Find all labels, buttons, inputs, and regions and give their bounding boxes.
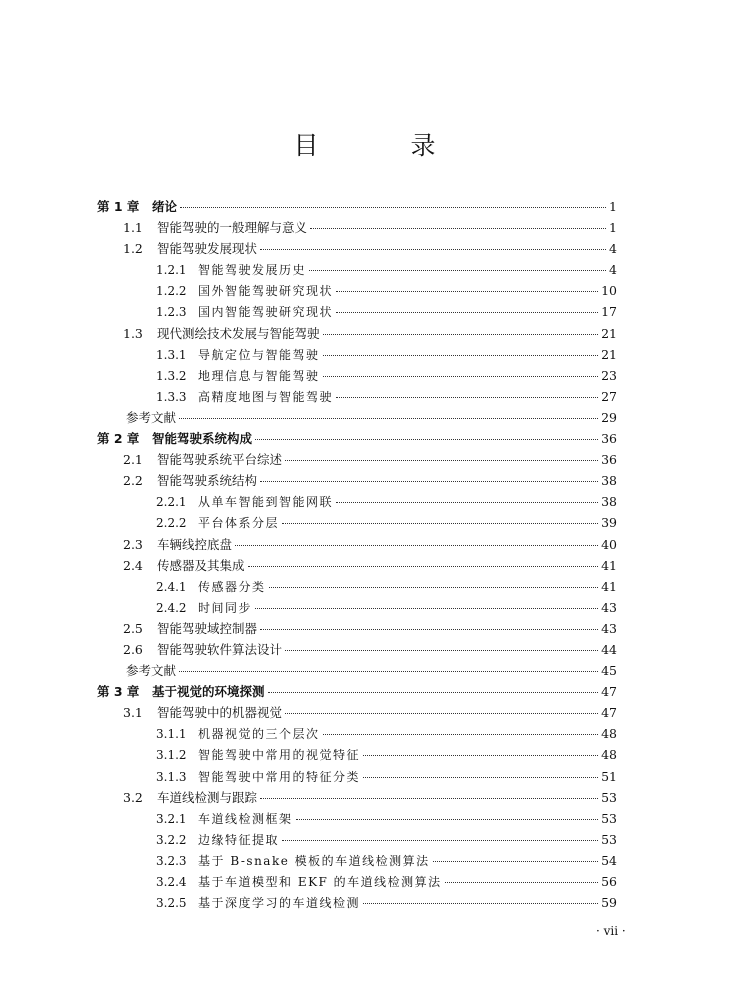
page-number-footer: · vii · (596, 924, 626, 938)
toc-entry[interactable] (97, 534, 617, 555)
dot-leader (179, 671, 598, 672)
dot-leader (235, 545, 598, 546)
toc-entry[interactable] (97, 323, 617, 344)
toc-entry-page: 45 (601, 663, 617, 679)
toc-entry-title: 智能驾驶发展现状 (157, 241, 258, 257)
dot-leader (323, 376, 599, 377)
toc-entry-title: 时间同步 (198, 600, 253, 615)
toc-entry-number: 1.3.2 (156, 368, 187, 383)
toc-entry-number: 第 1 章 (97, 199, 140, 214)
dot-leader (336, 291, 598, 292)
toc-entry-page: 51 (601, 768, 617, 784)
toc-entry-number: 1.2.3 (156, 305, 187, 320)
toc-entry[interactable] (97, 259, 617, 280)
toc-entry-page: 40 (601, 536, 617, 552)
toc-entry-title: 国内智能驾驶研究现状 (198, 305, 334, 320)
toc-entry-page: 27 (601, 388, 617, 404)
toc-entry-number: 3.2 (123, 789, 143, 805)
toc-entry-title: 参考文献 (126, 409, 177, 425)
toc-entry[interactable] (97, 681, 617, 702)
table-of-contents (97, 196, 617, 913)
dot-leader (363, 755, 598, 756)
toc-entry[interactable] (97, 555, 617, 576)
toc-entry-title: 传感器及其集成 (157, 557, 245, 573)
toc-entry-page: 38 (601, 473, 617, 489)
toc-entry-number: 3.2.2 (156, 832, 187, 847)
toc-entry-number: 3.2.1 (156, 811, 187, 826)
toc-entry-page: 4 (609, 241, 617, 257)
toc-entry-page: 48 (601, 726, 617, 742)
toc-entry-title: 国外智能驾驶研究现状 (198, 284, 334, 299)
toc-entry-title: 边缘特征提取 (198, 832, 280, 847)
toc-entry-title: 智能驾驶发展历史 (198, 263, 307, 278)
toc-entry-title: 机器视觉的三个层次 (198, 727, 320, 742)
dot-leader (363, 903, 598, 904)
toc-entry-number: 1.2.2 (156, 284, 187, 299)
dot-leader (363, 777, 598, 778)
toc-entry-title: 基于车道模型和 EKF 的车道线检测算法 (198, 875, 442, 889)
toc-entry-title: 参考文献 (126, 663, 177, 679)
toc-entry[interactable] (97, 787, 617, 808)
toc-entry[interactable] (97, 808, 617, 829)
toc-entry-page: 59 (601, 895, 617, 911)
toc-entry-page: 39 (601, 515, 617, 531)
toc-entry-title: 智能驾驶系统结构 (157, 473, 258, 489)
toc-entry[interactable] (97, 597, 617, 618)
toc-entry[interactable] (97, 850, 617, 871)
dot-leader (433, 861, 598, 862)
toc-entry[interactable] (97, 196, 617, 217)
toc-entry-title: 智能驾驶域控制器 (157, 620, 258, 636)
toc-entry-title: 从单车智能到智能网联 (198, 495, 334, 510)
toc-entry[interactable] (97, 428, 617, 449)
toc-entry-number: 2.5 (123, 620, 143, 636)
toc-entry-page: 10 (601, 283, 617, 299)
toc-entry-title: 基于深度学习的车道线检测 (198, 896, 361, 911)
toc-entry[interactable] (97, 365, 617, 386)
toc-entry[interactable] (97, 766, 617, 787)
toc-entry[interactable] (97, 702, 617, 723)
toc-entry-number: 1.3.1 (156, 347, 187, 362)
toc-entry[interactable] (97, 470, 617, 491)
toc-entry-page: 1 (609, 220, 617, 236)
toc-entry-title: 智能驾驶系统构成 (152, 431, 253, 447)
toc-entry-page: 29 (601, 409, 617, 425)
dot-leader (282, 523, 598, 524)
toc-entry[interactable] (97, 301, 617, 322)
toc-entry-page: 53 (601, 810, 617, 826)
toc-entry[interactable] (97, 280, 617, 301)
toc-entry-page: 43 (601, 620, 617, 636)
dot-leader (285, 460, 598, 461)
toc-entry-page: 48 (601, 747, 617, 763)
dot-leader (323, 355, 599, 356)
toc-entry[interactable] (97, 639, 617, 660)
toc-entry-page: 47 (601, 684, 617, 700)
toc-entry[interactable] (97, 491, 617, 512)
toc-entry[interactable] (97, 407, 617, 428)
dot-leader (336, 502, 598, 503)
toc-entry[interactable] (97, 744, 617, 765)
toc-entry-title: 高精度地图与智能驾驶 (198, 389, 334, 404)
toc-entry-page: 21 (601, 346, 617, 362)
toc-entry-title: 平台体系分层 (198, 516, 280, 531)
toc-entry-number: 2.4.1 (156, 579, 187, 594)
dot-leader (336, 397, 598, 398)
toc-entry-title: 车道线检测框架 (198, 811, 293, 826)
dot-leader (323, 334, 599, 335)
dot-leader (269, 587, 599, 588)
toc-entry-title: 地理信息与智能驾驶 (198, 368, 320, 383)
toc-entry[interactable] (97, 344, 617, 365)
toc-entry-number: 1.2.1 (156, 263, 187, 278)
toc-entry[interactable] (97, 217, 617, 238)
toc-entry-number: 2.2.2 (156, 516, 187, 531)
dot-leader (179, 418, 598, 419)
dot-leader (336, 312, 598, 313)
toc-entry-title: 智能驾驶软件算法设计 (157, 641, 283, 657)
toc-entry-number: 2.6 (123, 641, 143, 657)
toc-entry-page: 36 (601, 452, 617, 468)
toc-entry[interactable] (97, 829, 617, 850)
dot-leader (255, 608, 598, 609)
toc-entry-page: 36 (601, 431, 617, 447)
dot-leader (260, 629, 598, 630)
toc-entry-title: 传感器分类 (198, 579, 266, 594)
toc-entry-number: 第 2 章 (97, 431, 140, 447)
dot-leader (268, 692, 599, 693)
dot-leader (285, 650, 598, 651)
toc-entry-page: 38 (601, 494, 617, 510)
toc-entry-page: 53 (601, 831, 617, 847)
toc-entry[interactable] (97, 892, 617, 913)
toc-entry-page: 43 (601, 599, 617, 615)
toc-entry-page: 1 (609, 199, 617, 214)
toc-entry-number: 3.2.4 (156, 875, 187, 889)
toc-entry-page: 47 (601, 705, 617, 721)
toc-entry[interactable] (97, 449, 617, 470)
toc-entry-title: 智能驾驶中常用的视觉特征 (198, 748, 361, 763)
toc-entry[interactable] (97, 238, 617, 259)
toc-entry-number: 3.2.3 (156, 853, 187, 868)
toc-entry[interactable] (97, 512, 617, 533)
toc-entry-title: 现代测绘技术发展与智能驾驶 (157, 325, 320, 341)
toc-entry[interactable] (97, 576, 617, 597)
dot-leader (445, 882, 598, 883)
toc-entry-title: 智能驾驶中的机器视觉 (157, 705, 283, 721)
toc-entry-page: 17 (601, 304, 617, 320)
dot-leader (323, 734, 599, 735)
toc-entry-number: 1.3.3 (156, 389, 187, 404)
toc-entry-number: 2.2.1 (156, 495, 187, 510)
toc-entry-page: 54 (601, 852, 617, 868)
toc-entry-title: 基于 B-snake 模板的车道线检测算法 (198, 853, 430, 868)
toc-entry-number: 1.3 (123, 325, 143, 341)
page-title: 目 录 (293, 131, 478, 160)
toc-entry-page: 41 (601, 557, 617, 573)
toc-entry-number: 第 3 章 (97, 684, 140, 700)
dot-leader (260, 798, 598, 799)
toc-entry-title: 车道线检测与跟踪 (157, 789, 258, 805)
toc-entry-title: 绪论 (152, 199, 178, 214)
toc-entry-title: 智能驾驶系统平台综述 (157, 452, 283, 468)
toc-entry-number: 3.1.3 (156, 769, 187, 784)
toc-entry[interactable] (97, 618, 617, 639)
toc-entry-page: 44 (601, 641, 617, 657)
toc-entry-page: 21 (601, 325, 617, 341)
toc-entry-number: 1.2 (123, 241, 143, 257)
toc-entry-title: 智能驾驶中常用的特征分类 (198, 769, 361, 784)
toc-entry-number: 2.1 (123, 452, 143, 468)
dot-leader (285, 713, 598, 714)
toc-entry[interactable] (97, 723, 617, 744)
dot-leader (309, 270, 606, 271)
dot-leader (282, 840, 598, 841)
toc-entry-number: 1.1 (123, 220, 143, 236)
toc-entry-title: 车辆线控底盘 (157, 536, 233, 552)
toc-entry-number: 3.1 (123, 705, 143, 721)
dot-leader (310, 228, 606, 229)
toc-entry-page: 4 (609, 262, 617, 278)
dot-leader (296, 819, 599, 820)
toc-entry-number: 2.2 (123, 473, 143, 489)
toc-entry-page: 56 (601, 874, 617, 889)
dot-leader (260, 249, 606, 250)
toc-entry[interactable] (97, 871, 617, 892)
toc-entry-number: 3.2.5 (156, 896, 187, 911)
toc-entry-number: 2.4.2 (156, 600, 187, 615)
dot-leader (260, 481, 598, 482)
dot-leader (255, 439, 598, 440)
dot-leader (248, 566, 599, 567)
dot-leader (180, 207, 606, 208)
toc-entry-number: 2.3 (123, 536, 143, 552)
toc-entry-number: 3.1.1 (156, 727, 187, 742)
toc-entry-title: 导航定位与智能驾驶 (198, 347, 320, 362)
toc-entry-page: 41 (601, 578, 617, 594)
toc-entry-number: 3.1.2 (156, 748, 187, 763)
toc-entry-page: 53 (601, 789, 617, 805)
toc-entry-title: 智能驾驶的一般理解与意义 (157, 220, 308, 236)
toc-entry[interactable] (97, 660, 617, 681)
toc-entry-page: 23 (601, 367, 617, 383)
toc-entry-title: 基于视觉的环境探测 (152, 684, 265, 700)
toc-entry[interactable] (97, 386, 617, 407)
toc-entry-number: 2.4 (123, 557, 143, 573)
